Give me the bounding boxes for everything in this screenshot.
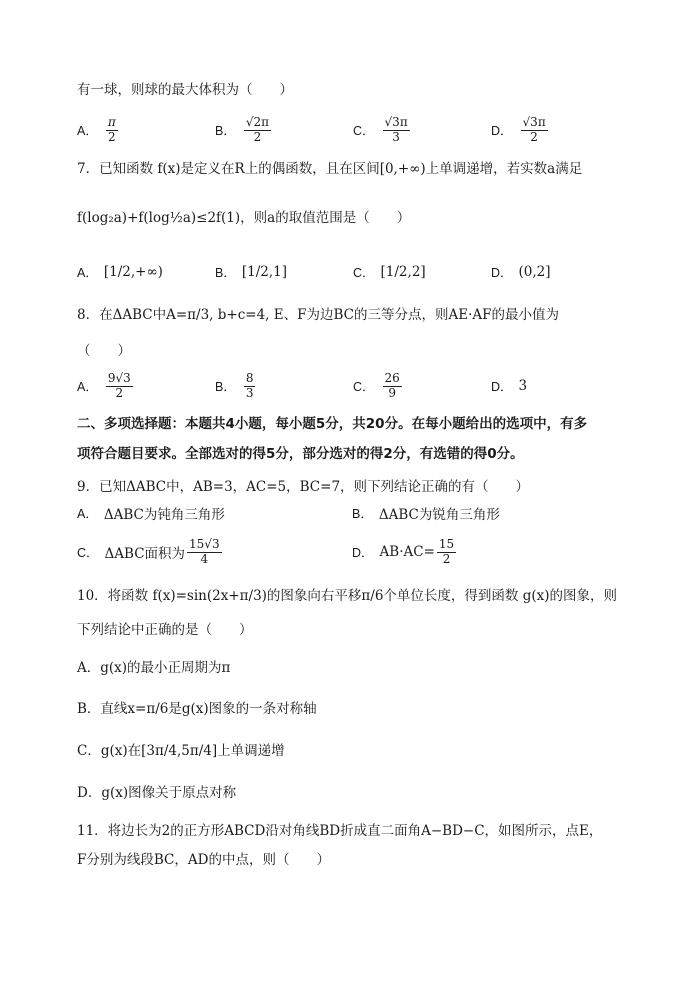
q6-option-a[interactable]: A． $\frac{\pi}{2}$ [77,114,116,144]
q8-option-a[interactable]: A． $\frac{9√3}{2}$ [77,370,131,400]
q7-stem-1: 7．已知函数 f(x)是定义在R上的偶函数，且在区间[0,+∞)上单调递增，若实数a满足 [77,161,583,177]
q9-options-row2 [77,532,637,572]
q8-stem: 8．在ΔABC中A=π/3, b+c=4, E、F为边BC的三等分点，则AE·AF的最小值为 [77,307,559,323]
q10-option-c[interactable]: C．g(x)在[3π/4,5π/4]上单调递增 [77,743,285,759]
q6-tail: 有一球，则球的最大体积为（ ） [77,82,293,98]
q10-option-d[interactable]: D．g(x)图像关于原点对称 [77,785,237,801]
q11-stem-2: F分别为线段BC，AD的中点，则（ ） [77,852,330,868]
q6-option-d[interactable]: D． $\frac{√3\pi}{2}$ [491,114,546,144]
q10-stem-2: 下列结论中正确的是（ ） [77,622,253,638]
q6-options [77,110,637,150]
q7-stem-2: f(log₂a)+f(log½a)≤2f(1)，则a的取值范围是（ ） [77,210,411,226]
q8-option-c[interactable]: C． $\frac{26}{9}$ [353,370,400,400]
q6-option-c[interactable]: C． $\frac{√3\pi}{3}$ [353,114,408,144]
q9-option-b[interactable]: B． ΔABC为锐角三角形 [352,507,500,523]
q7-option-b[interactable]: B． [1/2,1] [215,264,287,280]
q11-stem-1: 11．将边长为2的正方形ABCD沿对角线BD折成直二面角A−BD−C，如图所示，点E， [77,823,603,839]
q6-option-b[interactable]: B． $\frac{√2\pi}{2}$ [215,114,270,144]
q9-stem: 9．已知ΔABC中，AB=3，AC=5，BC=7，则下列结论正确的有（ ） [77,479,530,495]
q8-option-b[interactable]: B． $\frac{8}{3}$ [215,370,254,400]
section2-heading-1: 二、多项选择题：本题共4小题，每小题5分，共20分。在每小题给出的选项中，有多 [77,416,588,432]
q7-options [77,252,637,292]
q9-option-d[interactable]: D． AB·AC= $\frac{15}{2}$ [352,536,455,566]
q8-paren: （ ） [77,343,131,359]
q10-stem-1: 10．将函数 f(x)=sin(2x+π/3)的图象向右平移π/6个单位长度，得到函数 g(x)的图象，则 [77,588,618,604]
section2-heading-2: 项符合题目要求。全部选对的得5分，部分选对的得2分，有选错的得0分。 [77,446,524,462]
q7-option-d[interactable]: D． (0,2] [491,264,551,280]
q9-option-a[interactable]: A． ΔABC为钝角三角形 [77,507,225,523]
q7-option-a[interactable]: A． [1/2,+∞) [77,264,163,280]
q9-option-c[interactable]: C． ΔABC面积为 $\frac{15√3}{4}$ [77,536,220,566]
q7-option-c[interactable]: C． [1/2,2] [353,264,426,280]
q9-options-row1 [77,498,637,528]
q10-option-a[interactable]: A．g(x)的最小正周期为π [77,660,231,676]
q10-option-b[interactable]: B．直线x=π/6是g(x)图象的一条对称轴 [77,701,317,717]
q8-options [77,366,637,406]
q8-option-d[interactable]: D． 3 [491,378,528,394]
